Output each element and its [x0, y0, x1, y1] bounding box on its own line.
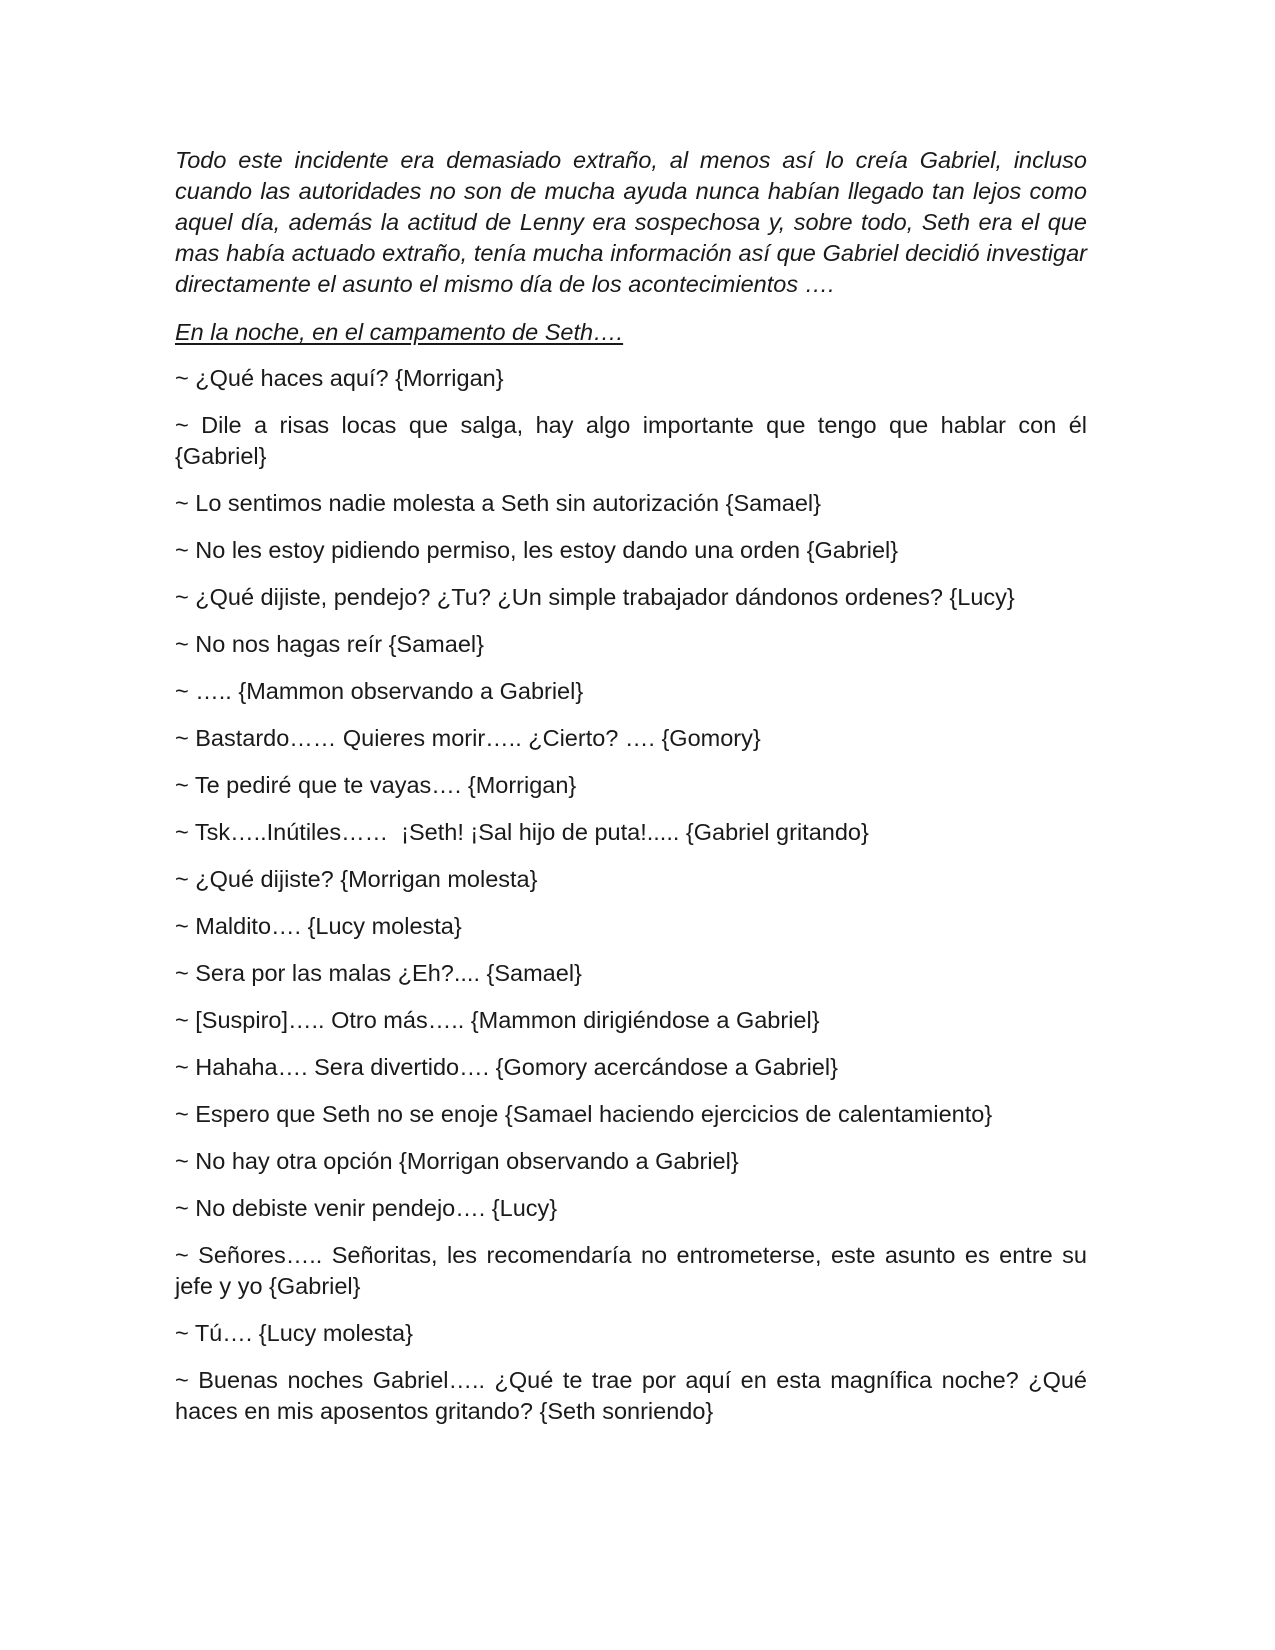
- dialogue-line: ~ Señores….. Señoritas, les recomendaría no entrometerse, este asunto es entre su jefe y yo {Gabriel}: [175, 1242, 1087, 1299]
- dialogue-line: ~ [Suspiro]….. Otro más….. {Mammon dirigiéndose a Gabriel}: [175, 1007, 820, 1033]
- dialogue-line: ~ Bastardo…… Quieres morir….. ¿Cierto? …. {Gomory}: [175, 725, 761, 751]
- dialogue-line: ~ No les estoy pidiendo permiso, les estoy dando una orden {Gabriel}: [175, 537, 899, 563]
- dialogue-line: ~ Buenas noches Gabriel….. ¿Qué te trae por aquí en esta magnífica noche? ¿Qué haces en mis aposentos gritando? {Seth sonriendo}: [175, 1367, 1087, 1424]
- dialogue-line: ~ ….. {Mammon observando a Gabriel}: [175, 678, 584, 704]
- dialogue-line: ~ Maldito…. {Lucy molesta}: [175, 913, 462, 939]
- dialogue-line: ~ ¿Qué dijiste, pendejo? ¿Tu? ¿Un simple trabajador dándonos ordenes? {Lucy}: [175, 584, 1015, 610]
- dialogue-line: ~ ¿Qué haces aquí? {Morrigan}: [175, 365, 504, 391]
- dialogue-line: ~ Espero que Seth no se enoje {Samael haciendo ejercicios de calentamiento}: [175, 1101, 993, 1127]
- scene-heading: En la noche, en el campamento de Seth….: [175, 319, 624, 345]
- dialogue-line: ~ No debiste venir pendejo…. {Lucy}: [175, 1195, 558, 1221]
- dialogue-line: ~ No nos hagas reír {Samael}: [175, 631, 484, 657]
- dialogue-line: ~ Hahaha…. Sera divertido…. {Gomory acercándose a Gabriel}: [175, 1054, 838, 1080]
- dialogue-line: ~ Te pediré que te vayas…. {Morrigan}: [175, 772, 577, 798]
- intro-paragraph: Todo este incidente era demasiado extraño, al menos así lo creía Gabriel, incluso cuando las autoridades no son de mucha ayuda nunca habían llegado tan lejos como aquel día, además la actitud de Lenny era sospechosa y, sobre todo, Seth era el que mas había actuado extraño, tenía mucha información así que Gabriel decidió investigar directamente el asunto el mismo día de los acontecimientos ….: [175, 147, 1087, 297]
- dialogue-line: ~ Dile a risas locas que salga, hay algo importante que tengo que hablar con él {Gabriel}: [175, 412, 1087, 469]
- dialogue-line: ~ No hay otra opción {Morrigan observando a Gabriel}: [175, 1148, 739, 1174]
- dialogue-line: ~ ¿Qué dijiste? {Morrigan molesta}: [175, 866, 538, 892]
- dialogue-line: ~ Tú…. {Lucy molesta}: [175, 1320, 413, 1346]
- dialogue-line: ~ Lo sentimos nadie molesta a Seth sin autorización {Samael}: [175, 490, 821, 516]
- document-body: [175, 145, 1087, 1443]
- dialogue-line: ~ Sera por las malas ¿Eh?.... {Samael}: [175, 960, 582, 986]
- dialogue-list: [175, 363, 1087, 1427]
- dialogue-line: ~ Tsk…..Inútiles…… ¡Seth! ¡Sal hijo de puta!..... {Gabriel gritando}: [175, 819, 869, 845]
